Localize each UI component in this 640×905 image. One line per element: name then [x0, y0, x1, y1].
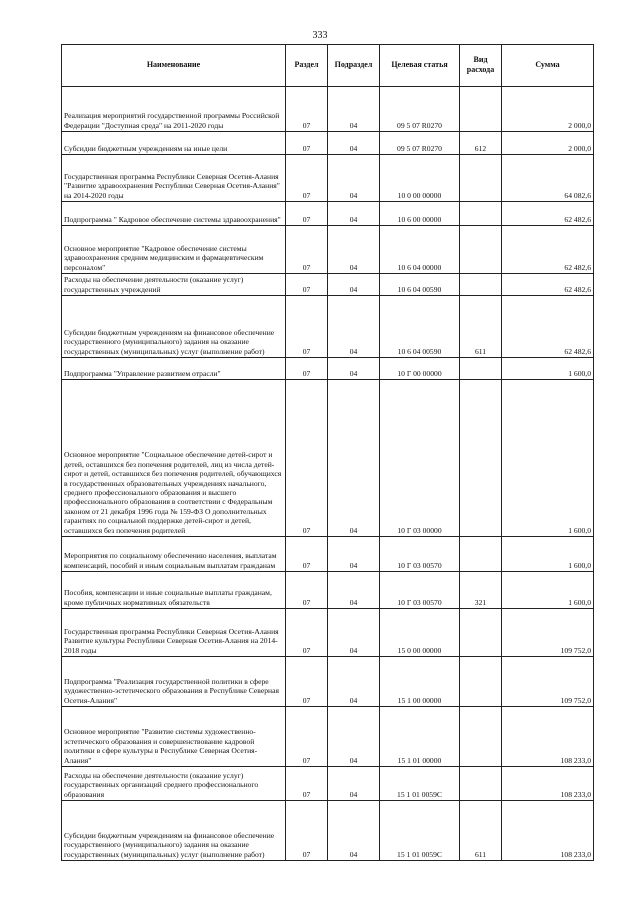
row-kind	[460, 707, 502, 767]
row-subsection: 04	[328, 657, 380, 707]
row-section: 07	[286, 87, 328, 132]
row-subsection: 04	[328, 767, 380, 801]
row-kind: 612	[460, 132, 502, 155]
page-number: 333	[312, 30, 328, 41]
table-row	[62, 155, 594, 202]
row-subsection: 04	[328, 801, 380, 861]
row-name: Реализация мероприятий государственной программы Российской Федерации "Доступная среда" на 2011-2020 годы	[62, 87, 286, 132]
row-target: 10 Г 03 00570	[380, 537, 460, 572]
row-target: 10 0 00 00000	[380, 155, 460, 202]
row-name: Расходы на обеспечение деятельности (оказание услуг) государственных организаций среднего профессионального образования	[62, 767, 286, 801]
row-kind	[460, 380, 502, 537]
row-target: 10 6 04 00590	[380, 274, 460, 296]
row-kind	[460, 155, 502, 202]
row-name: Основное мероприятие "Развитие системы художественно-эстетического образования и совершенствование кадровой политики в сфере культуры в Республике Северная Осетия-Алания"	[62, 707, 286, 767]
row-target: 10 Г 00 00000	[380, 358, 460, 380]
row-target: 15 1 01 00000	[380, 707, 460, 767]
header-subsection: Подраздел	[328, 45, 380, 87]
row-name: Пособия, компенсации и иные социальные выплаты гражданам, кроме публичных нормативных обязательств	[62, 572, 286, 609]
row-target: 15 0 00 00000	[380, 609, 460, 657]
row-sum: 108 233,0	[502, 767, 594, 801]
row-sum: 109 752,0	[502, 609, 594, 657]
table-row	[62, 226, 594, 274]
row-target: 15 1 00 00000	[380, 657, 460, 707]
row-target: 10 Г 03 00000	[380, 380, 460, 537]
row-kind: 321	[460, 572, 502, 609]
row-target: 10 6 04 00590	[380, 296, 460, 358]
table-row	[62, 87, 594, 132]
table-row	[62, 707, 594, 767]
row-subsection: 04	[328, 609, 380, 657]
row-subsection: 04	[328, 226, 380, 274]
row-target: 15 1 01 0059С	[380, 767, 460, 801]
table-row	[62, 572, 594, 609]
row-kind	[460, 358, 502, 380]
row-section: 07	[286, 358, 328, 380]
table-row	[62, 609, 594, 657]
row-target: 09 5 07 R0270	[380, 87, 460, 132]
header-target: Целевая статья	[380, 45, 460, 87]
row-name: Мероприятия по социальному обеспечению населения, выплатам компенсаций, пособий и иным социальным выплатам гражданам	[62, 537, 286, 572]
row-subsection: 04	[328, 380, 380, 537]
row-kind	[460, 657, 502, 707]
table-row	[62, 274, 594, 296]
table-row	[62, 801, 594, 861]
row-sum: 1 600,0	[502, 358, 594, 380]
table-row	[62, 132, 594, 155]
row-section: 07	[286, 274, 328, 296]
row-target: 09 5 07 R0270	[380, 132, 460, 155]
row-sum: 108 233,0	[502, 801, 594, 861]
row-name: Подпрограмма "Реализация государственной политики в сфере художественно-эстетического образования в Республике Северная Осетия-Алания"	[62, 657, 286, 707]
row-subsection: 04	[328, 707, 380, 767]
row-kind: 611	[460, 296, 502, 358]
row-sum: 62 482,6	[502, 274, 594, 296]
row-name: Государственная программа Республики Северная Осетия-Алания "Развитие здравоохранения Республики Северная Осетия-Алания" на 2014-2020 годы	[62, 155, 286, 202]
row-section: 07	[286, 132, 328, 155]
row-subsection: 04	[328, 274, 380, 296]
row-section: 07	[286, 707, 328, 767]
row-section: 07	[286, 296, 328, 358]
row-sum: 108 233,0	[502, 707, 594, 767]
table-row	[62, 767, 594, 801]
row-target: 10 Г 03 00570	[380, 572, 460, 609]
table-row	[62, 296, 594, 358]
row-subsection: 04	[328, 87, 380, 132]
row-subsection: 04	[328, 296, 380, 358]
row-section: 07	[286, 572, 328, 609]
table-row	[62, 657, 594, 707]
row-section: 07	[286, 657, 328, 707]
header-kind: Вид расхода	[460, 45, 502, 87]
row-name: Основное мероприятие "Кадровое обеспечение системы здравоохранения средним медицинским и фармацевтическим персоналом"	[62, 226, 286, 274]
row-target: 10 6 00 00000	[380, 202, 460, 226]
row-subsection: 04	[328, 537, 380, 572]
row-sum: 62 482,6	[502, 226, 594, 274]
row-sum: 2 000,0	[502, 132, 594, 155]
row-subsection: 04	[328, 358, 380, 380]
row-subsection: 04	[328, 572, 380, 609]
row-subsection: 04	[328, 202, 380, 226]
row-kind	[460, 87, 502, 132]
header-sum: Сумма	[502, 45, 594, 87]
table-row	[62, 380, 594, 537]
row-section: 07	[286, 155, 328, 202]
row-section: 07	[286, 202, 328, 226]
row-section: 07	[286, 537, 328, 572]
row-kind	[460, 274, 502, 296]
row-sum: 2 000,0	[502, 87, 594, 132]
header-name: Наименование	[62, 45, 286, 87]
row-name: Подпрограмма " Кадровое обеспечение системы здравоохранения"	[62, 202, 286, 226]
row-name: Государственная программа Республики Северная Осетия-Алания Развитие культуры Республики Северная Осетия-Алания на 2014-2018 годы	[62, 609, 286, 657]
row-section: 07	[286, 226, 328, 274]
row-kind	[460, 767, 502, 801]
table-row	[62, 202, 594, 226]
row-sum: 1 600,0	[502, 572, 594, 609]
row-section: 07	[286, 380, 328, 537]
row-kind	[460, 226, 502, 274]
row-name: Субсидии бюджетным учреждениям на финансовое обеспечение государственного (муниципального) задания на оказание государственных (муниципальных) услуг (выполнение работ)	[62, 296, 286, 358]
row-name: Субсидии бюджетным учреждениям на финансовое обеспечение государственного (муниципального) задания на оказание государственных (муниципальных) услуг (выполнение работ)	[62, 801, 286, 861]
row-section: 07	[286, 767, 328, 801]
row-sum: 1 600,0	[502, 537, 594, 572]
table-row	[62, 358, 594, 380]
row-section: 07	[286, 801, 328, 861]
row-sum: 62 482,6	[502, 202, 594, 226]
row-sum: 1 600,0	[502, 380, 594, 537]
table-row	[62, 537, 594, 572]
row-kind	[460, 537, 502, 572]
row-name: Подпрограмма "Управление развитием отрасли"	[62, 358, 286, 380]
row-kind	[460, 609, 502, 657]
header-section: Раздел	[286, 45, 328, 87]
row-target: 10 6 04 00000	[380, 226, 460, 274]
row-name: Субсидии бюджетным учреждениям на иные цели	[62, 132, 286, 155]
row-kind: 611	[460, 801, 502, 861]
row-subsection: 04	[328, 132, 380, 155]
row-sum: 62 482,6	[502, 296, 594, 358]
row-kind	[460, 202, 502, 226]
row-name: Основное мероприятие "Социальное обеспечение детей-сирот и детей, оставшихся без попечения родителей, лиц из числа детей-сирот и детей, оставшихся без попечения родителей, обучающихся в государственных образовательных учреждениях начального, среднего профессионального образования и высшего профессионального образования в соответствии с Федеральным законом от 21 декабря 1996 года № 159-ФЗ О дополнительных гарантиях по социальной поддержке детей-сирот и детей, оставшихся без попечения родителей	[62, 380, 286, 537]
row-subsection: 04	[328, 155, 380, 202]
table-header-row	[62, 45, 594, 87]
row-sum: 64 082,6	[502, 155, 594, 202]
row-name: Расходы на обеспечение деятельности (оказание услуг) государственных учреждений	[62, 274, 286, 296]
budget-table	[61, 44, 594, 861]
row-section: 07	[286, 609, 328, 657]
row-target: 15 1 01 0059С	[380, 801, 460, 861]
row-sum: 109 752,0	[502, 657, 594, 707]
